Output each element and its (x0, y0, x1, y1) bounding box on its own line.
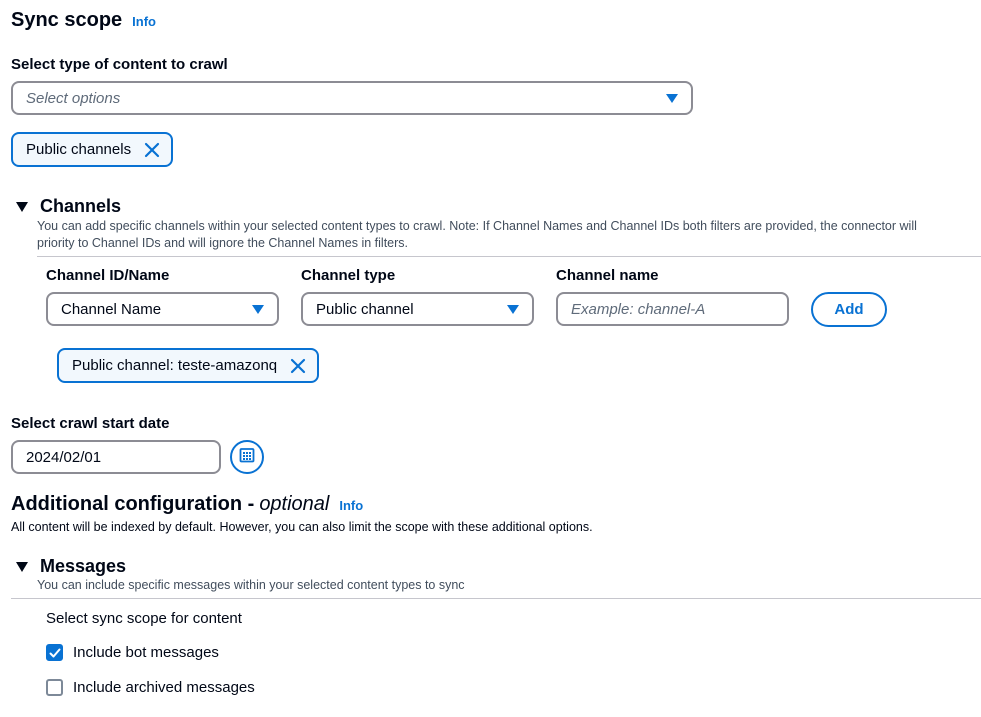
close-icon[interactable] (141, 139, 163, 161)
channel-type-label: Channel type (301, 267, 396, 284)
sync-scope-content-label: Select sync scope for content (46, 610, 242, 627)
channel-id-name-select[interactable] (46, 292, 279, 326)
crawl-date-input[interactable] (11, 440, 221, 474)
bot-messages-checkbox[interactable] (46, 644, 63, 661)
content-type-select[interactable] (11, 81, 693, 115)
bot-messages-label: Include bot messages (73, 644, 219, 661)
caret-down-icon (666, 94, 678, 103)
token-label: Public channel: teste-amazonq (72, 357, 278, 374)
crawl-date-value: 2024/02/01 (26, 448, 102, 466)
archived-messages-label: Include archived messages (73, 679, 255, 696)
caret-down-icon (252, 305, 264, 314)
calendar-button[interactable] (230, 440, 264, 474)
channels-description (37, 218, 981, 252)
channel-token (57, 348, 319, 383)
caret-down-filled-icon (16, 562, 28, 572)
content-type-placeholder: Select options (26, 89, 121, 107)
caret-down-icon (507, 305, 519, 314)
caret-down-filled-icon (16, 202, 28, 212)
channels-divider (37, 256, 981, 257)
sync-scope-info-link[interactable]: Info (132, 14, 156, 29)
messages-description: You can include specific messages within your selected content types to sync (37, 578, 465, 592)
channel-type-value: Public channel (316, 300, 414, 318)
channel-type-select[interactable] (301, 292, 534, 326)
include-bot-messages-option[interactable] (46, 644, 219, 661)
messages-title: Messages (40, 556, 127, 576)
crawl-date-label: Select crawl start date (11, 415, 170, 432)
additional-config-info-link[interactable]: Info (339, 498, 364, 513)
channels-description-line2: priority to Channel IDs and will ignore the Channel Names in filters. (37, 236, 409, 250)
close-icon[interactable] (287, 355, 309, 377)
sync-scope-title: Sync scope (11, 9, 123, 31)
channel-id-name-value: Channel Name (61, 300, 162, 318)
additional-config-title: Additional configuration - (11, 493, 255, 515)
archived-messages-checkbox[interactable] (46, 679, 63, 696)
channel-name-input[interactable] (556, 292, 789, 326)
channel-id-name-label: Channel ID/Name (46, 267, 170, 284)
include-archived-messages-option[interactable] (46, 679, 255, 696)
channels-description-line1: You can add specific channels within your selected content types to crawl. Note: If Channel Names and Channel IDs both filters are provided, the connector will (37, 219, 917, 233)
add-channel-button[interactable]: Add (811, 292, 887, 327)
content-type-token (11, 132, 173, 167)
additional-config-description: All content will be indexed by default. However, you can also limit the scope with these additional options. (11, 520, 593, 534)
additional-config-optional: optional (259, 493, 330, 515)
messages-expander[interactable] (11, 556, 126, 577)
channel-name-label: Channel name (556, 267, 659, 284)
channels-title: Channels (40, 196, 122, 216)
calendar-icon (239, 447, 255, 468)
token-label: Public channels (26, 141, 132, 158)
channels-expander[interactable] (11, 196, 121, 217)
messages-divider (11, 598, 981, 599)
sync-scope-header (11, 9, 156, 32)
channel-name-placeholder: Example: channel-A (571, 300, 706, 318)
additional-config-header (11, 493, 363, 516)
content-type-label: Select type of content to crawl (11, 56, 228, 73)
